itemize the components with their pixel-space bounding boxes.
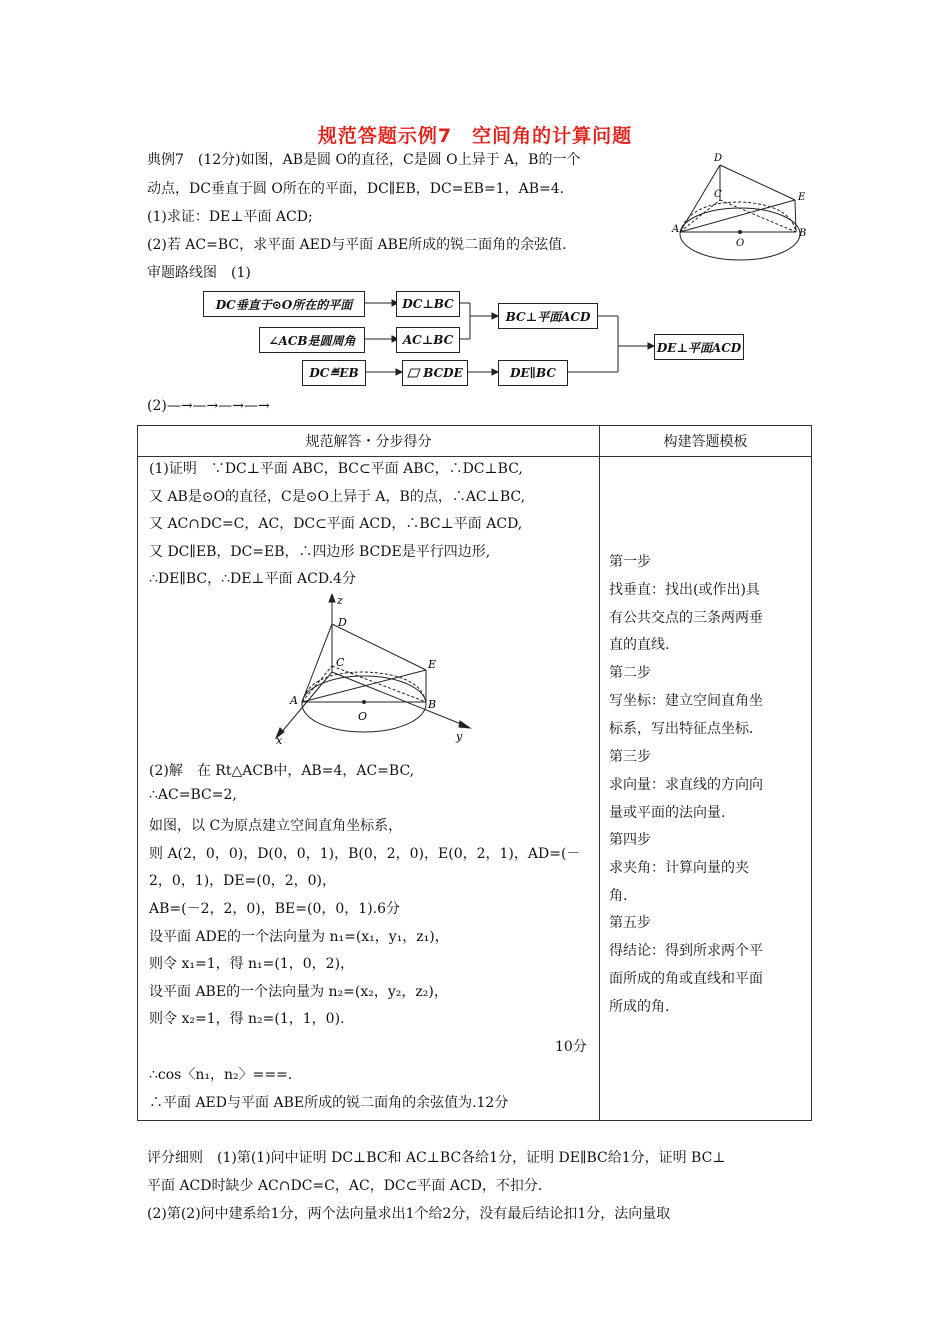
template-line: 求夹角：计算向量的夹	[609, 860, 749, 876]
flow-box-parallelogram	[402, 360, 468, 386]
flow-box-de-par-bc: DE∥BC	[498, 360, 568, 386]
problem-line-5: 审题路线图 (1)	[147, 265, 251, 281]
fig2-label-z: z	[337, 594, 343, 607]
template-line: 第三步	[609, 749, 651, 765]
part2-route: (2)—→—→—→—→	[147, 398, 270, 414]
solution-line: 又 AB是⊙O的直径，C是⊙O上异于 A，B的点，∴AC⊥BC,	[149, 489, 526, 505]
template-line: 第四步	[609, 832, 651, 848]
fig2-label-d: D	[338, 616, 347, 629]
fig2-label-o: O	[358, 710, 368, 723]
flow-box-de-perp-plane: DE⊥平面ACD	[654, 334, 744, 360]
template-line: 第五步	[609, 915, 651, 931]
solution-line: 则令 x₂=1，得 n₂=(1，1，0).	[149, 1011, 345, 1027]
scoring-line-3: (2)第(2)问中建系给1分，两个法向量求出1个给2分，没有最后结论扣1分，法向量取	[147, 1206, 671, 1222]
fig1-label-o: O	[736, 238, 745, 249]
problem-line-3: (1)求证：DE⊥平面 ACD;	[147, 209, 313, 225]
template-line: 量或平面的法向量.	[609, 805, 726, 821]
problem-line-4: (2)若 AC=BC，求平面 AED与平面 ABE所成的锐二面角的余弦值.	[147, 237, 567, 253]
template-line: 有公共交点的三条两两垂	[609, 610, 763, 626]
solution-line: 设平面 ADE的一个法向量为 n₁=(x₁，y₁，z₁)，	[149, 929, 449, 945]
figure-circle-pyramid	[670, 150, 820, 270]
flow-box-parallelogram-label: BCDE	[423, 366, 463, 380]
template-line: 面所成的角或直线和平面	[609, 971, 763, 987]
solution-line: 10分	[555, 1039, 587, 1055]
template-line: 第二步	[609, 665, 651, 681]
flow-box-dc-perp-bc: DC⊥BC	[396, 291, 460, 317]
solution-line: 则令 x₁=1，得 n₁=(1，0，2)，	[149, 956, 355, 972]
flow-box-inscribed-angle: ∠ACB是圆周角	[259, 327, 365, 353]
solution-line: 又 AC∩DC=C，AC，DC⊂平面 ACD，∴BC⊥平面 ACD,	[149, 516, 523, 532]
fig2-label-a: A	[290, 694, 298, 707]
template-line: 得结论：得到所求两个平	[609, 943, 763, 959]
template-line: 标系，写出特征点坐标.	[609, 721, 754, 737]
solution-line: 2，0，1)，DE=(0，2，0)，	[149, 873, 337, 889]
solution-line: 设平面 ABE的一个法向量为 n₂=(x₂，y₂，z₂)，	[149, 984, 448, 1000]
scoring-line-2: 平面 ACD时缺少 AC∩DC=C，AC，DC⊂平面 ACD，不扣分.	[147, 1178, 543, 1194]
fig2-label-x: x	[276, 734, 283, 746]
flow-box-dc-perp-plane: DC垂直于⊙O所在的平面	[203, 291, 365, 317]
flow-box-bc-perp-plane: BC⊥平面ACD	[498, 303, 598, 329]
fig2-label-c: C	[336, 656, 345, 669]
template-line: 第一步	[609, 554, 651, 570]
page-title: 规范答题示例7 空间角的计算问题	[317, 125, 633, 147]
solution-line: (1)证明 ∵DC⊥平面 ABC，BC⊂平面 ABC，∴DC⊥BC,	[149, 461, 523, 477]
fig2-label-e: E	[428, 658, 437, 671]
template-line: 求向量：求直线的方向向	[609, 777, 763, 793]
fig2-label-b: B	[428, 698, 437, 711]
flow-box-ac-perp-bc: AC⊥BC	[396, 327, 460, 353]
template-line: 写坐标：建立空间直角坐	[609, 693, 763, 709]
header-template: 构建答题模板	[600, 426, 812, 457]
header-solution: 规范解答・分步得分	[138, 426, 600, 457]
solution-line: AB=(－2，2，0)，BE=(0，0，1).6分	[149, 901, 401, 917]
solution-line: 又 DC∥EB，DC=EB，∴四边形 BCDE是平行四边形,	[149, 544, 491, 560]
problem-line-1: 典例7 (12分)如图，AB是圆 O的直径，C是圆 O上异于 A，B的一个	[147, 152, 581, 168]
fig1-label-c: C	[714, 189, 722, 200]
template-line: 角.	[609, 888, 628, 904]
fig2-label-y: y	[456, 730, 463, 743]
problem-line-2: 动点，DC垂直于圆 O所在的平面，DC∥EB，DC=EB=1，AB=4.	[147, 181, 565, 197]
parallelogram-icon	[407, 368, 421, 378]
solution-line: (2)解 在 Rt△ACB中，AB=4，AC=BC,	[149, 763, 415, 779]
template-line: 直的直线.	[609, 637, 670, 653]
template-line: 所成的角.	[609, 999, 670, 1015]
fig1-label-a: A	[672, 224, 680, 235]
solution-line: ∴AC=BC=2,	[149, 787, 237, 803]
solution-line: 如图，以 C为原点建立空间直角坐标系，	[149, 818, 403, 834]
solution-line: ∴DE∥BC，∴DE⊥平面 ACD.4分	[149, 571, 356, 587]
figure-coordinate-system	[270, 594, 480, 746]
solution-line: 则 A(2，0，0)，D(0，0，1)，B(0，2，0)，E(0，2，1)，AD=(－	[149, 846, 581, 862]
fig1-label-b: B	[799, 228, 807, 239]
scoring-line-1: 评分细则 (1)第(1)问中证明 DC⊥BC和 AC⊥BC各给1分，证明 DE∥BC给1分，证明 BC⊥	[147, 1150, 726, 1166]
fig1-label-e: E	[798, 192, 806, 203]
fig1-label-d: D	[714, 153, 723, 164]
solution-line: ∴cos〈n₁，n₂〉===.	[149, 1067, 293, 1083]
solution-line: ∴平面 AED与平面 ABE所成的锐二面角的余弦值为.12分	[149, 1095, 509, 1111]
template-line: 找垂直：找出(或作出)具	[609, 582, 760, 598]
flow-box-dc-eq-par-eb: DC≝EB	[302, 360, 366, 386]
